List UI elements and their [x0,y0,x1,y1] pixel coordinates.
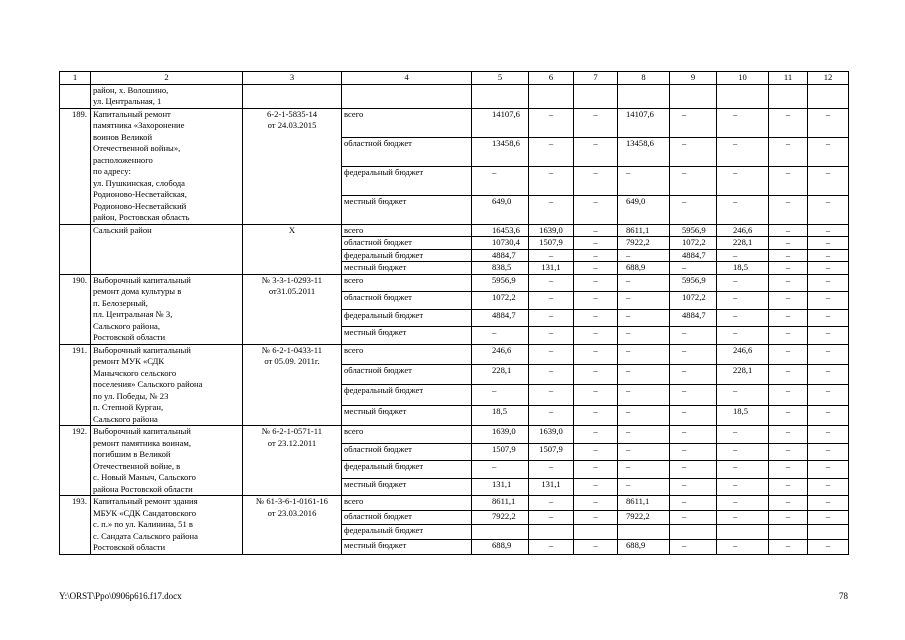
amount-cell: 8611,1 [618,224,670,237]
amount-cell: – [574,108,618,137]
object-name: Капитальный ремонт здания МБУК «СДК Сандатовского с. п.» по ул. Калинина, 51 в с. Сандата Сальского района Ростовской области [91,496,243,555]
document-reference: № 6-2-1-0571-11 от 23.12.2011 [243,426,342,496]
amount-cell: – [808,364,849,384]
amount-cell: – [717,478,769,496]
funding-source: федеральный бюджет [342,461,472,479]
item-number [60,84,91,108]
amount-cell: – [472,385,529,405]
amount-cell: – [529,364,574,384]
header-cell: 3 [243,72,342,85]
amount-cell: 14107,6 [472,108,529,137]
amount-cell: – [808,166,849,195]
object-name: Сальский район [91,224,243,274]
funding-source: областной бюджет [342,237,472,250]
amount-cell: – [808,443,849,461]
funding-source: всего [342,344,472,364]
amount-cell: – [769,224,808,237]
amount-cell: 688,9 [618,539,670,554]
amount-cell: – [769,292,808,310]
amount-cell: – [769,309,808,327]
amount-cell: 5956,9 [670,224,717,237]
amount-cell: – [808,224,849,237]
header-cell: 8 [618,72,670,85]
amount-cell: 4884,7 [472,249,529,262]
amount-cell: – [808,327,849,345]
amount-cell: – [574,405,618,425]
empty-cell [342,84,472,108]
empty-cell [769,84,808,108]
empty-cell [529,84,574,108]
object-name: Выборочный капитальный ремонт МУК «СДК Манычского сельского поселения» Сальского района по ул. Победы, № 23 п. Степной Курган, Сальского района [91,344,243,426]
amount-cell: – [717,385,769,405]
amount-cell [618,525,670,540]
amount-cell: – [529,496,574,511]
amount-cell: – [808,249,849,262]
amount-cell: – [529,327,574,345]
funding-source: всего [342,224,472,237]
amount-cell: – [717,249,769,262]
amount-cell: – [769,461,808,479]
amount-cell: – [769,539,808,554]
amount-cell: – [529,274,574,292]
amount-cell: 649,0 [618,195,670,224]
amount-cell [574,525,618,540]
header-cell: 6 [529,72,574,85]
amount-cell: – [574,496,618,511]
amount-cell: – [808,344,849,364]
amount-cell: – [769,195,808,224]
funding-source: местный бюджет [342,539,472,554]
amount-cell: 1507,9 [472,443,529,461]
amount-cell: – [574,364,618,384]
empty-cell [717,84,769,108]
amount-cell: 5956,9 [472,274,529,292]
amount-cell: 1639,0 [529,426,574,444]
amount-cell: 18,5 [717,405,769,425]
empty-cell [670,84,717,108]
amount-cell: – [529,292,574,310]
funding-source: областной бюджет [342,292,472,310]
amount-cell: 8611,1 [618,496,670,511]
amount-cell: – [529,539,574,554]
header-cell: 1 [60,72,91,85]
amount-cell: – [529,166,574,195]
header-cell: 2 [91,72,243,85]
amount-cell: 131,1 [529,262,574,275]
amount-cell: – [529,108,574,137]
amount-cell: – [808,510,849,525]
amount-cell: – [769,137,808,166]
amount-cell: – [769,364,808,384]
amount-cell: – [529,249,574,262]
amount-cell: 1639,0 [472,426,529,444]
table-row [60,344,849,364]
empty-cell [808,84,849,108]
column-number-header-row [60,72,849,85]
amount-cell: – [529,510,574,525]
amount-cell: – [574,237,618,250]
amount-cell: – [670,443,717,461]
amount-cell: 1072,2 [670,292,717,310]
amount-cell: – [769,262,808,275]
amount-cell: – [670,195,717,224]
amount-cell [670,525,717,540]
amount-cell: – [529,344,574,364]
amount-cell: – [618,166,670,195]
amount-cell: – [808,237,849,250]
table-row [60,426,849,444]
funding-source: областной бюджет [342,510,472,525]
amount-cell: 18,5 [472,405,529,425]
document-reference: Х [243,224,342,274]
funding-source: областной бюджет [342,443,472,461]
amount-cell: – [618,292,670,310]
header-cell: 4 [342,72,472,85]
amount-cell: – [618,385,670,405]
amount-cell: – [769,478,808,496]
amount-cell: – [472,327,529,345]
funding-source: всего [342,496,472,511]
budget-table [59,71,849,555]
amount-cell: – [769,385,808,405]
header-cell: 9 [670,72,717,85]
amount-cell: – [717,496,769,511]
footer-file-path: Y:\ORST\Ppo\0906p616.f17.docx [59,591,182,601]
funding-source: местный бюджет [342,405,472,425]
amount-cell: – [529,309,574,327]
amount-cell: – [670,426,717,444]
amount-cell: – [670,108,717,137]
document-reference: № 6-2-1-0433-11 от 05.09. 2011г. [243,344,342,426]
amount-cell: – [618,364,670,384]
amount-cell: – [670,327,717,345]
object-name: Капитальный ремонт памятника «Захоронение воинов Великой Отечественной войны», расположенного по адресу: ул. Пушкинская, слобода Родионово-Несветайская, Родионово-Несветайский район, Ростовская область [91,108,243,224]
amount-cell: 10730,4 [472,237,529,250]
amount-cell: – [618,405,670,425]
amount-cell: – [574,224,618,237]
amount-cell: 649,0 [472,195,529,224]
amount-cell: 1072,2 [472,292,529,310]
amount-cell: 246,6 [472,344,529,364]
amount-cell: – [808,137,849,166]
amount-cell: – [574,274,618,292]
amount-cell: 4884,7 [472,309,529,327]
document-reference [243,84,342,108]
table-row [60,108,849,137]
funding-source: федеральный бюджет [342,249,472,262]
amount-cell: – [769,405,808,425]
amount-cell: – [574,344,618,364]
amount-cell: – [808,195,849,224]
document-reference: № 3-3-1-0293-11 от31.05.2011 [243,274,342,344]
amount-cell: – [769,274,808,292]
amount-cell: – [808,405,849,425]
amount-cell: – [574,137,618,166]
amount-cell: 4884,7 [670,309,717,327]
amount-cell: – [670,364,717,384]
empty-cell [618,84,670,108]
amount-cell: – [769,443,808,461]
amount-cell: – [808,478,849,496]
funding-source: федеральный бюджет [342,166,472,195]
amount-cell: – [574,510,618,525]
funding-source: всего [342,108,472,137]
amount-cell: – [808,108,849,137]
amount-cell: – [529,385,574,405]
amount-cell: – [808,262,849,275]
amount-cell: – [472,461,529,479]
amount-cell: – [769,166,808,195]
amount-cell: – [574,309,618,327]
amount-cell: – [618,478,670,496]
amount-cell: – [808,461,849,479]
amount-cell: – [618,327,670,345]
header-cell: 10 [717,72,769,85]
amount-cell: – [618,344,670,364]
amount-cell: – [769,426,808,444]
amount-cell: – [717,166,769,195]
amount-cell: – [670,166,717,195]
item-number: 192. [60,426,91,496]
amount-cell: – [574,478,618,496]
amount-cell: – [808,426,849,444]
amount-cell: – [618,249,670,262]
amount-cell: – [670,539,717,554]
amount-cell: 18,5 [717,262,769,275]
amount-cell: 1507,9 [529,443,574,461]
amount-cell: – [529,195,574,224]
amount-cell: – [808,309,849,327]
item-number: 193. [60,496,91,555]
amount-cell: – [769,327,808,345]
amount-cell: – [574,249,618,262]
amount-cell [717,525,769,540]
table-row [60,274,849,292]
amount-cell [769,525,808,540]
amount-cell: 688,9 [472,539,529,554]
empty-cell [574,84,618,108]
amount-cell: 5956,9 [670,274,717,292]
amount-cell: 8611,1 [472,496,529,511]
amount-cell: – [670,510,717,525]
amount-cell: – [618,461,670,479]
amount-cell: – [769,108,808,137]
funding-source: всего [342,274,472,292]
footer-page-number: 78 [839,591,848,601]
amount-cell: – [529,405,574,425]
amount-cell: – [618,443,670,461]
funding-source: местный бюджет [342,262,472,275]
empty-cell [472,84,529,108]
amount-cell: – [808,539,849,554]
amount-cell: 7922,2 [472,510,529,525]
funding-source: федеральный бюджет [342,385,472,405]
funding-source: федеральный бюджет [342,525,472,540]
amount-cell: 14107,6 [618,108,670,137]
amount-cell: 246,6 [717,224,769,237]
amount-cell: 688,9 [618,262,670,275]
amount-cell: – [717,510,769,525]
object-name: район, х. Волошино, ул. Центральная, 1 [91,84,243,108]
amount-cell: 228,1 [717,364,769,384]
header-cell: 12 [808,72,849,85]
amount-cell [472,525,529,540]
amount-cell: 13458,6 [618,137,670,166]
table-row [60,496,849,511]
amount-cell: – [808,274,849,292]
amount-cell [529,525,574,540]
item-number: 190. [60,274,91,344]
item-number: 189. [60,108,91,224]
amount-cell: – [574,262,618,275]
amount-cell: 1639,0 [529,224,574,237]
amount-cell: 7922,2 [618,510,670,525]
funding-source: федеральный бюджет [342,309,472,327]
amount-cell: – [618,274,670,292]
amount-cell: 838,5 [472,262,529,275]
amount-cell: – [717,292,769,310]
amount-cell: 228,1 [717,237,769,250]
item-number [60,224,91,274]
amount-cell: 16453,6 [472,224,529,237]
amount-cell: – [769,496,808,511]
amount-cell: – [769,249,808,262]
funding-source: местный бюджет [342,195,472,224]
amount-cell: 246,6 [717,344,769,364]
amount-cell: – [670,405,717,425]
document-reference: 6-2-1-5835-14 от 24.03.2015 [243,108,342,224]
amount-cell [808,525,849,540]
funding-source: местный бюджет [342,478,472,496]
amount-cell: – [574,539,618,554]
amount-cell: – [670,137,717,166]
amount-cell: – [717,539,769,554]
amount-cell: – [670,496,717,511]
object-name: Выборочный капитальный ремонт памятника воинам, погибшим в Великой Отечественной войне, в с. Новый Маныч, Сальского района Ростовской области [91,426,243,496]
amount-cell: – [717,274,769,292]
amount-cell: – [808,496,849,511]
amount-cell: – [472,166,529,195]
amount-cell: 7922,2 [618,237,670,250]
object-name: Выборочный капитальный ремонт дома культуры в п. Белозерный, пл. Центральная № 3, Сальского района, Ростовской области [91,274,243,344]
amount-cell: 131,1 [529,478,574,496]
funding-source: областной бюджет [342,137,472,166]
amount-cell: – [670,262,717,275]
amount-cell: – [529,461,574,479]
funding-source: областной бюджет [342,364,472,384]
amount-cell: – [717,137,769,166]
funding-source: местный бюджет [342,327,472,345]
amount-cell: – [574,166,618,195]
amount-cell: – [574,461,618,479]
amount-cell: 1507,9 [529,237,574,250]
amount-cell: – [574,443,618,461]
amount-cell: – [670,344,717,364]
amount-cell: – [717,309,769,327]
amount-cell: – [670,461,717,479]
amount-cell: – [769,510,808,525]
amount-cell: – [808,292,849,310]
amount-cell: – [618,426,670,444]
document-reference: № 61-3-6-1-0161-16 от 23.03.2016 [243,496,342,555]
amount-cell: – [717,426,769,444]
amount-cell: – [717,195,769,224]
header-cell: 11 [769,72,808,85]
table-row [60,84,849,108]
funding-source: всего [342,426,472,444]
table-row [60,224,849,237]
header-cell: 7 [574,72,618,85]
amount-cell: – [769,237,808,250]
amount-cell: – [574,195,618,224]
amount-cell: 1072,2 [670,237,717,250]
amount-cell: – [670,478,717,496]
item-number: 191. [60,344,91,426]
amount-cell: – [808,385,849,405]
header-cell: 5 [472,72,529,85]
amount-cell: 13458,6 [472,137,529,166]
amount-cell: – [717,461,769,479]
amount-cell: – [574,327,618,345]
amount-cell: – [574,292,618,310]
amount-cell: 4884,7 [670,249,717,262]
amount-cell: – [529,137,574,166]
amount-cell: – [574,426,618,444]
amount-cell: – [670,385,717,405]
amount-cell: – [717,443,769,461]
amount-cell: 131,1 [472,478,529,496]
amount-cell: – [574,385,618,405]
amount-cell: – [717,327,769,345]
amount-cell: – [717,108,769,137]
amount-cell: 228,1 [472,364,529,384]
amount-cell: – [769,344,808,364]
amount-cell: – [618,309,670,327]
